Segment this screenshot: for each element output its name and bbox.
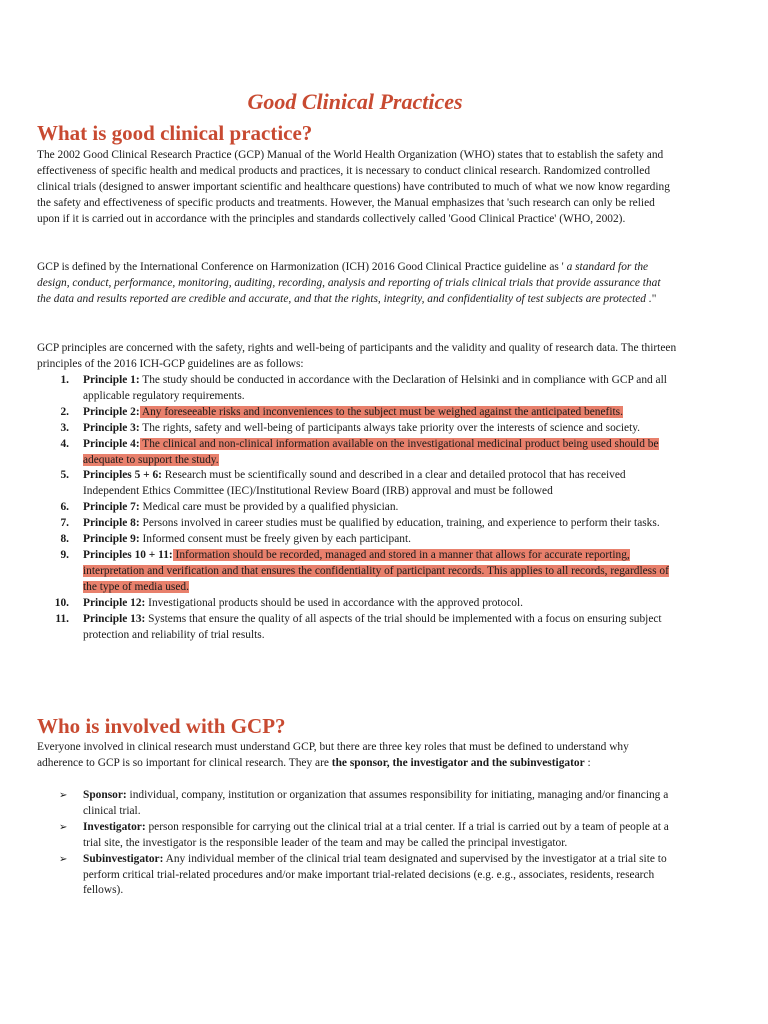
principle-label: Principle 9: <box>83 533 140 546</box>
principle-number: 6. <box>60 501 69 514</box>
role-label: Investigator: <box>83 820 146 833</box>
principle-item <box>37 516 677 532</box>
principle-text: Investigational products should be used in accordance with the approved protocol. <box>145 596 524 609</box>
principle-text: Research must be scientifically sound and described in a clear and detailed protocol that has received Independent Ethics Committee (IEC)/Institutional Review Board (IRB) approval and must be followed <box>83 469 626 498</box>
paragraph-who-manual: The 2002 Good Clinical Research Practice (GCP) Manual of the World Health Organization (WHO) states that to establish the safety and effectiveness of specific health and medical products and practices, it is necessary to conduct clinical research. Randomized controlled clinical trials (designed to answer important scientific and healthcare questions) have contributed to much of what we now know regarding the safety and effectiveness of specific products and treatments. However, the Manual emphasizes that 'such research can only be relied upon if it is carried out in accordance with the principles and standards collectively called 'Good Clinical Practice' (WHO, 2002). <box>37 149 670 225</box>
roles-intro-end: : <box>584 756 591 769</box>
role-text: individual, company, institution or organization that assumes responsibility for initiating, managing and/or financing a clinical trial. <box>83 789 669 817</box>
principle-number: 5. <box>60 469 69 482</box>
principle-label: Principle 1: <box>83 374 140 386</box>
principle-number: 11. <box>55 612 69 625</box>
principles-list <box>37 373 677 643</box>
principle-label: Principle 3: <box>83 421 140 434</box>
principle-number: 4. <box>60 437 69 450</box>
arrowhead-bullet-icon: ➢ <box>59 853 68 865</box>
role-label: Sponsor: <box>83 789 127 801</box>
section-heading-what-is-gcp: What is good clinical practice? <box>37 121 313 145</box>
definition-quote-end: " <box>651 292 657 305</box>
role-item <box>37 852 677 900</box>
principle-label: Principle 8: <box>83 517 140 530</box>
principle-number: 8. <box>60 533 69 546</box>
principle-label: Principle 2: <box>83 405 140 418</box>
principle-item <box>37 373 677 405</box>
arrowhead-bullet-icon: ➢ <box>59 790 68 801</box>
roles-intro-lead: Everyone involved in clinical research must understand GCP, but there are three key roles that must be defined to understand why adherence to GCP is so important for clinical research. They are <box>37 741 629 769</box>
definition-quote-text: a standard for the design, conduct, performance, monitoring, auditing, recording, analysis and reporting of trials clinical trials that provide assurance that the data and results reported are credible and accurate, and that the rights, integrity, and confidentiality of test subjects are protected . <box>37 261 661 305</box>
principle-text: The rights, safety and well-being of participants always take priority over the interests of science and society. <box>139 421 641 434</box>
principle-text: Medical care must be provided by a qualified physician. <box>139 501 399 514</box>
principle-number: 7. <box>60 517 69 530</box>
principle-number: 2. <box>60 405 69 418</box>
principle-label: Principles 10 + 11: <box>83 548 173 561</box>
paragraph-gcp-definition <box>37 260 677 308</box>
principle-label: Principles 5 + 6: <box>83 469 162 482</box>
principle-label: Principle 13: <box>83 612 146 625</box>
principle-item <box>37 532 677 548</box>
role-item <box>37 788 677 820</box>
paragraph-principles-intro: GCP principles are concerned with the safety, rights and well-being of participants and the validity and quality of research data. The thirteen principles of the 2016 ICH-GCP guidelines are as follows: <box>37 342 677 370</box>
principle-number: 1. <box>60 374 69 386</box>
principle-text-highlighted: Information should be recorded, managed and stored in a manner that allows for accurate reporting, interpretation and verification and that ensures the confidentiality of participant records. This applies to all records, regardless of the type of media used. <box>83 548 669 593</box>
role-text: person responsible for carrying out the clinical trial at a trial center. If a trial is carried out by a team of people at a trial site, the investigator is the responsible leader of the team and may be called the principal investigator. <box>83 820 669 849</box>
principle-number: 9. <box>60 548 69 561</box>
document-title: Good Clinical Practices <box>247 89 463 114</box>
principle-text-highlighted: The clinical and non-clinical information available on the investigational medicinal product being used should be adequate to support the study. <box>83 437 659 466</box>
principle-item <box>37 596 677 612</box>
principle-text: Informed consent must be freely given by each participant. <box>139 533 412 546</box>
principle-label: Principle 7: <box>83 501 140 514</box>
principle-text: Persons involved in career studies must be qualified by education, training, and experience to perform their tasks. <box>139 517 660 530</box>
definition-lead-text: GCP is defined by the International Conference on Harmonization (ICH) 2016 Good Clinical Practice guideline as ' <box>37 261 567 273</box>
principle-number: 3. <box>60 421 69 434</box>
principle-text-highlighted: Any foreseeable risks and inconveniences to the subject must be weighed against the anticipated benefits. <box>139 405 623 418</box>
principle-item <box>37 612 677 644</box>
principle-label: Principle 12: <box>83 596 146 609</box>
role-text: Any individual member of the clinical trial team designated and supervised by the investigator at a trial site to perform critical trial-related procedures and/or make important trial-related decisions (e.g. e.g., associates, residents, research fellows). <box>83 852 667 897</box>
roles-list <box>37 788 677 899</box>
principle-item <box>37 500 677 516</box>
arrowhead-bullet-icon: ➢ <box>59 821 68 833</box>
principle-item <box>37 405 677 421</box>
principle-label: Principle 4: <box>83 437 140 450</box>
principle-number: 10. <box>54 596 69 609</box>
principle-item <box>37 548 677 596</box>
principle-text: The study should be conducted in accordance with the Declaration of Helsinki and in compliance with GCP and all applicable regulatory requirements. <box>83 374 667 402</box>
principle-item <box>37 468 677 500</box>
paragraph-roles-intro <box>37 740 677 772</box>
roles-intro-bold: the sponsor, the investigator and the subinvestigator <box>331 756 585 769</box>
principle-text: Systems that ensure the quality of all aspects of the trial should be implemented with a focus on ensuring subject protection and reliability of trial results. <box>83 612 662 641</box>
role-label: Subinvestigator: <box>83 852 164 865</box>
principle-item <box>37 421 677 437</box>
principle-item <box>37 437 677 469</box>
section-heading-who-is-involved: Who is involved with GCP? <box>37 714 286 738</box>
role-item <box>37 820 677 852</box>
